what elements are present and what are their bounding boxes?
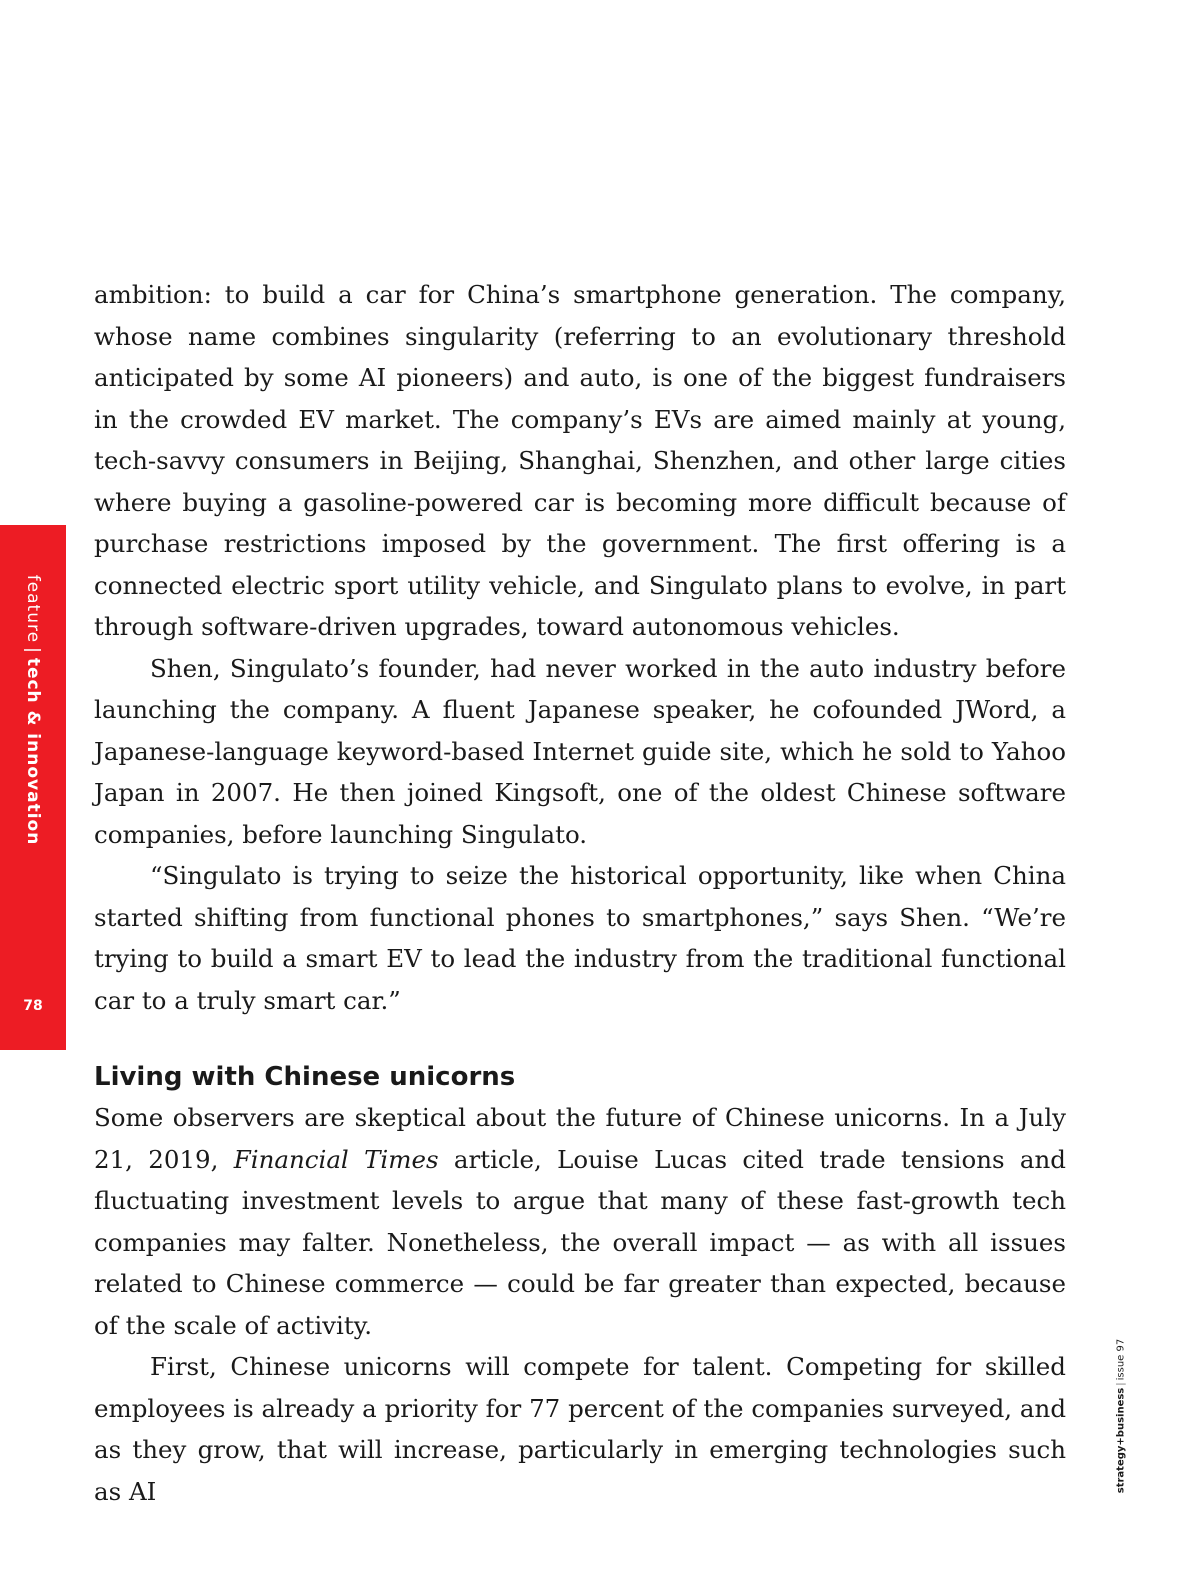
- paragraph: “Singulato is trying to seize the historical opportunity, like when China started shifting from functional phones to smartphones,” says Shen. “We’re trying to build a smart EV to lead the industry from the traditional functional car to a truly smart car.”: [94, 861, 1066, 1015]
- section-heading: Living with Chinese unicorns: [94, 1062, 516, 1092]
- paragraph: Shen, Singulato’s founder, had never worked in the auto industry before launching the company. A fluent Japanese speaker, he cofounded JWord, a Japanese-language keyword-based Internet guide site, which he sold to Yahoo Japan in 2007. He then joined Kingsoft, one of the oldest Chinese software companies, before launching Singulato.: [94, 653, 1066, 849]
- publication-title: Financial Times: [233, 1144, 439, 1174]
- article-body: [94, 274, 1066, 1512]
- section-category: feature: [23, 574, 43, 644]
- section-name: tech & innovation: [23, 657, 43, 846]
- paragraph: ambition: to build a car for China’s smartphone generation. The company, whose name combines singularity (referring to an evolutionary threshold anticipated by some AI pioneers) and auto, is one of the biggest fundraisers in the crowded EV market. The company’s EVs are aimed mainly at young, tech-savvy consumers in Beijing, Shanghai, Shenzhen, and other large cities where buying a gasoline-powered car is becoming more difficult because of purchase restrictions imposed by the government. The first offering is a connected electric sport utility vehicle, and Singulato plans to evolve, in part through software-driven upgrades, toward autonomous vehicles.: [94, 280, 1066, 641]
- paragraph-text: article, Louise Lucas cited trade tensions and fluctuating investment levels to argue that many of these fast-growth tech companies may falter. Nonetheless, the overall impact — as with all issues related to Chinese commerce — could be far greater than expected, because of the scale of activity.: [94, 1144, 1066, 1340]
- publication-name: strategy+business: [1115, 1387, 1127, 1494]
- paragraph: [94, 1097, 1066, 1346]
- paragraph-text: Some observers are skeptical about the future of Chinese unicorns. In a July 21, 2019,: [94, 1103, 1066, 1174]
- publication-separator: |: [1115, 1382, 1127, 1386]
- page-number: 78: [23, 998, 43, 1014]
- section-label: [23, 575, 43, 846]
- section-separator: |: [23, 647, 43, 654]
- publication-label: [1116, 1339, 1127, 1493]
- paragraph: First, Chinese unicorns will compete for talent. Competing for skilled employees is already a priority for 77 percent of the companies surveyed, and as they grow, that will increase, particularly in emerging technologies such as AI: [94, 1352, 1066, 1506]
- issue-number: issue 97: [1115, 1338, 1127, 1381]
